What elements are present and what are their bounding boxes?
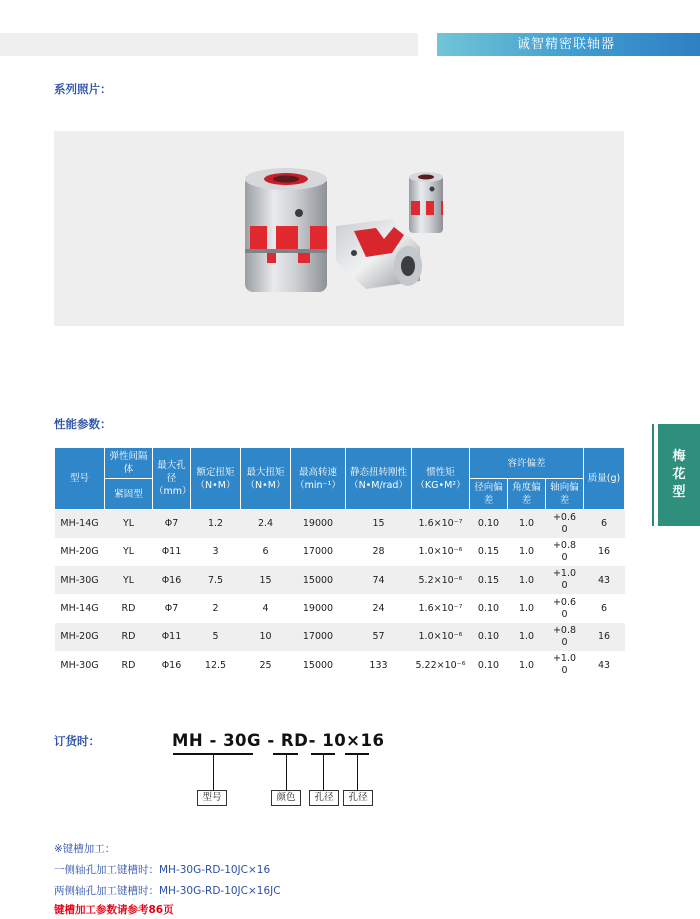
large-coupling bbox=[245, 168, 327, 292]
label-bore1-box: 孔径 bbox=[309, 790, 339, 806]
connector-model bbox=[213, 755, 214, 790]
axial-top: +1.0 bbox=[552, 653, 577, 665]
small-coupling bbox=[409, 172, 443, 233]
cell-stiffness: 24 bbox=[346, 594, 412, 622]
cell-rated: 3 bbox=[191, 538, 241, 566]
header-max-torque: 最大扭矩（N•M） bbox=[241, 448, 291, 510]
cell-speed: 17000 bbox=[291, 623, 346, 651]
label-bore2-box: 孔径 bbox=[343, 790, 373, 806]
category-side-tab[interactable] bbox=[652, 424, 700, 526]
cell-axial bbox=[546, 566, 584, 594]
header-static-stiffness: 静态扭转刚性（N•M/rad） bbox=[346, 448, 412, 510]
cell-stiffness: 74 bbox=[346, 566, 412, 594]
header-axial: 轴向偏差 bbox=[546, 479, 584, 510]
cell-spacer: RD bbox=[105, 651, 153, 679]
order-code-example: MH - 30G - RD- 10×16 bbox=[172, 731, 385, 750]
keyway-both-sides: 两侧轴孔加工键槽时：MH-30G-RD-10JC×16JC bbox=[54, 885, 281, 897]
cell-max: 4 bbox=[241, 594, 291, 622]
cell-spacer: RD bbox=[105, 594, 153, 622]
cell-mass: 16 bbox=[584, 538, 625, 566]
cell-radial: 0.10 bbox=[470, 510, 508, 538]
cell-rated: 12.5 bbox=[191, 651, 241, 679]
table-row bbox=[55, 651, 625, 679]
side-tab-char-3: 型 bbox=[672, 485, 686, 500]
keyway-title: ※键槽加工： bbox=[54, 843, 116, 855]
cell-angular: 1.0 bbox=[508, 651, 546, 679]
cell-angular: 1.0 bbox=[508, 623, 546, 651]
cell-max: 25 bbox=[241, 651, 291, 679]
header-radial: 径向偏差 bbox=[470, 479, 508, 510]
cell-bore: Φ11 bbox=[153, 538, 191, 566]
cell-model: MH-30G bbox=[55, 651, 105, 679]
cell-angular: 1.0 bbox=[508, 566, 546, 594]
cell-model: MH-20G bbox=[55, 538, 105, 566]
cell-axial bbox=[546, 623, 584, 651]
cell-bore: Φ7 bbox=[153, 594, 191, 622]
category-side-tab-label bbox=[658, 424, 700, 526]
coupling-illustration bbox=[54, 131, 624, 326]
header-spacer-bottom: 紧固型 bbox=[105, 479, 153, 510]
table-row bbox=[55, 538, 625, 566]
label-model-box: 型号 bbox=[197, 790, 227, 806]
label-color-box: 颜色 bbox=[271, 790, 301, 806]
cell-mass: 43 bbox=[584, 566, 625, 594]
cell-max: 2.4 bbox=[241, 510, 291, 538]
cell-radial: 0.10 bbox=[470, 623, 508, 651]
order-section-title: 订货时： bbox=[54, 734, 100, 748]
cell-speed: 17000 bbox=[291, 538, 346, 566]
axial-top: +0.8 bbox=[552, 624, 577, 636]
cell-rated: 2 bbox=[191, 594, 241, 622]
cell-bore: Φ16 bbox=[153, 651, 191, 679]
product-photo bbox=[54, 131, 624, 326]
header-model: 型号 bbox=[55, 448, 105, 510]
cell-stiffness: 57 bbox=[346, 623, 412, 651]
axial-top: +0.6 bbox=[552, 596, 577, 608]
cell-speed: 15000 bbox=[291, 651, 346, 679]
table-row bbox=[55, 623, 625, 651]
cell-axial bbox=[546, 510, 584, 538]
keyway-one-side: 一侧轴孔加工键槽时：MH-30G-RD-10JC×16 bbox=[54, 864, 271, 876]
cell-angular: 1.0 bbox=[508, 594, 546, 622]
axial-bottom: 0 bbox=[561, 608, 568, 620]
cell-max: 15 bbox=[241, 566, 291, 594]
table-row bbox=[55, 510, 625, 538]
header-mass: 质量(g) bbox=[584, 448, 625, 510]
cell-bore: Φ7 bbox=[153, 510, 191, 538]
cell-inertia: 5.2×10⁻⁶ bbox=[412, 566, 470, 594]
cell-spacer: YL bbox=[105, 538, 153, 566]
brand-title: 诚智精密联轴器 bbox=[517, 37, 616, 52]
cell-model: MH-14G bbox=[55, 510, 105, 538]
cell-radial: 0.10 bbox=[470, 594, 508, 622]
side-tab-char-2: 花 bbox=[672, 467, 686, 482]
cell-max: 6 bbox=[241, 538, 291, 566]
cell-rated: 5 bbox=[191, 623, 241, 651]
connector-bore1 bbox=[323, 755, 324, 790]
header-tolerance: 容许偏差 bbox=[470, 448, 584, 479]
cell-mass: 6 bbox=[584, 510, 625, 538]
cell-radial: 0.10 bbox=[470, 651, 508, 679]
cell-model: MH-30G bbox=[55, 566, 105, 594]
cell-inertia: 1.6×10⁻⁷ bbox=[412, 594, 470, 622]
axial-top: +0.6 bbox=[552, 511, 577, 523]
cell-model: MH-14G bbox=[55, 594, 105, 622]
cell-rated: 7.5 bbox=[191, 566, 241, 594]
axial-bottom: 0 bbox=[561, 551, 568, 563]
cell-mass: 43 bbox=[584, 651, 625, 679]
performance-table bbox=[54, 447, 625, 679]
connector-bore2 bbox=[357, 755, 358, 790]
cell-stiffness: 15 bbox=[346, 510, 412, 538]
header-spacer-top: 弹性间隔体 bbox=[105, 448, 153, 479]
header-rated-torque: 额定扭矩（N•M） bbox=[191, 448, 241, 510]
axial-bottom: 0 bbox=[561, 523, 568, 535]
cell-angular: 1.0 bbox=[508, 510, 546, 538]
cell-inertia: 1.0×10⁻⁶ bbox=[412, 538, 470, 566]
header-angular: 角度偏差 bbox=[508, 479, 546, 510]
axial-bottom: 0 bbox=[561, 636, 568, 648]
cell-speed: 19000 bbox=[291, 510, 346, 538]
axial-top: +1.0 bbox=[552, 568, 577, 580]
axial-bottom: 0 bbox=[561, 665, 568, 677]
cell-bore: Φ11 bbox=[153, 623, 191, 651]
cell-mass: 16 bbox=[584, 623, 625, 651]
header-gray-bar bbox=[0, 33, 418, 56]
table-row bbox=[55, 566, 625, 594]
brand-header-bar bbox=[437, 33, 700, 56]
side-tab-char-1: 梅 bbox=[672, 449, 686, 464]
axial-top: +0.8 bbox=[552, 539, 577, 551]
cell-radial: 0.15 bbox=[470, 566, 508, 594]
cell-axial bbox=[546, 538, 584, 566]
cell-angular: 1.0 bbox=[508, 538, 546, 566]
cell-speed: 19000 bbox=[291, 594, 346, 622]
cell-speed: 15000 bbox=[291, 566, 346, 594]
cell-max: 10 bbox=[241, 623, 291, 651]
cell-spacer: YL bbox=[105, 510, 153, 538]
table-row bbox=[55, 594, 625, 622]
cell-inertia: 5.22×10⁻⁶ bbox=[412, 651, 470, 679]
cell-mass: 6 bbox=[584, 594, 625, 622]
cell-stiffness: 28 bbox=[346, 538, 412, 566]
cell-spacer: YL bbox=[105, 566, 153, 594]
cell-axial bbox=[546, 651, 584, 679]
connector-color bbox=[286, 755, 287, 790]
cell-model: MH-20G bbox=[55, 623, 105, 651]
params-section-title: 性能参数： bbox=[54, 417, 112, 431]
header-max-speed: 最高转速（min⁻¹） bbox=[291, 448, 346, 510]
cell-spacer: RD bbox=[105, 623, 153, 651]
cell-inertia: 1.0×10⁻⁶ bbox=[412, 623, 470, 651]
cell-axial bbox=[546, 594, 584, 622]
header-bore: 最大孔径（mm） bbox=[153, 448, 191, 510]
cell-stiffness: 133 bbox=[346, 651, 412, 679]
header-inertia: 惯性矩（KG•M²） bbox=[412, 448, 470, 510]
cell-radial: 0.15 bbox=[470, 538, 508, 566]
photos-section-title: 系列照片： bbox=[54, 82, 112, 96]
axial-bottom: 0 bbox=[561, 580, 568, 592]
cell-bore: Φ16 bbox=[153, 566, 191, 594]
keyway-reference: 键槽加工参数请参考86页 bbox=[54, 904, 174, 916]
cell-inertia: 1.6×10⁻⁷ bbox=[412, 510, 470, 538]
cell-rated: 1.2 bbox=[191, 510, 241, 538]
